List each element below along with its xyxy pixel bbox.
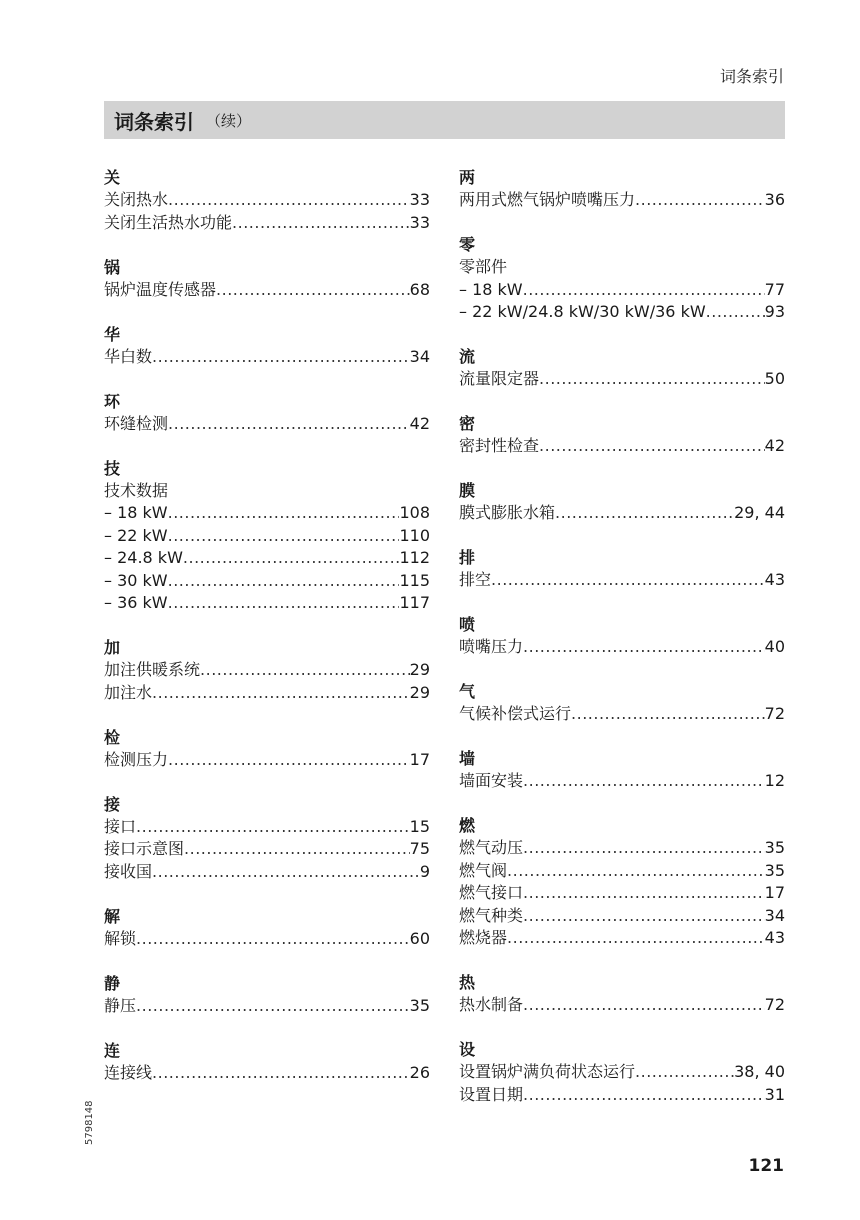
index-entry-page: 29 — [409, 660, 430, 679]
index-group — [104, 1039, 430, 1085]
index-entry-page: 17 — [409, 749, 430, 769]
dot-leader — [491, 569, 765, 592]
dot-leader — [232, 212, 410, 235]
dot-leader — [152, 682, 410, 705]
index-group — [104, 323, 430, 369]
index-entry-page: 68 — [409, 279, 430, 299]
index-group-heading: 华 — [104, 324, 121, 344]
index-group-heading: 技 — [104, 458, 121, 478]
section-title-continued: （续） — [206, 111, 252, 130]
index-entry-page: 12 — [764, 771, 785, 790]
dot-leader — [523, 837, 765, 860]
index-entry — [104, 749, 430, 772]
index-entry — [459, 837, 785, 860]
index-entry-term: – 36 kW — [104, 593, 168, 612]
index-entry — [104, 525, 430, 548]
index-entry-term: 关闭生活热水功能 — [104, 212, 233, 232]
index-entry-term: 燃烧器 — [459, 928, 508, 947]
index-entry — [459, 636, 785, 659]
index-entry — [104, 547, 430, 570]
dot-leader — [523, 279, 765, 302]
index-group — [459, 166, 785, 212]
index-entry — [104, 838, 430, 861]
index-entry — [104, 413, 430, 436]
dot-leader — [152, 1062, 410, 1085]
index-group-heading: 检 — [104, 727, 121, 747]
index-entry-page: 72 — [764, 995, 785, 1014]
index-column-left — [104, 166, 430, 1106]
index-entry — [104, 212, 430, 235]
index-group-heading: 设 — [459, 1040, 476, 1059]
index-group-heading: 接 — [104, 794, 121, 814]
index-entry-page: 17 — [764, 883, 785, 902]
dot-leader — [523, 882, 765, 905]
index-group-heading: 流 — [459, 347, 476, 366]
dot-leader — [523, 770, 765, 793]
index-entry-page: 75 — [409, 839, 430, 858]
dot-leader — [571, 703, 765, 726]
index-group-heading: 密 — [459, 414, 476, 433]
index-entry-term: – 18 kW — [104, 503, 168, 522]
section-title-bar — [104, 101, 785, 139]
index-entry-term: 环缝检测 — [104, 413, 169, 433]
index-group — [459, 1038, 785, 1106]
index-group — [459, 546, 785, 592]
index-entry — [104, 279, 430, 302]
index-entry-term: 关闭热水 — [104, 190, 169, 209]
index-group — [459, 479, 785, 525]
index-entry — [104, 480, 430, 503]
dot-leader — [523, 1084, 765, 1107]
index-column-right — [459, 166, 785, 1128]
index-entry-term: 接口示意图 — [104, 839, 185, 858]
dot-leader — [152, 861, 420, 884]
dot-leader — [168, 189, 410, 212]
index-entry-page: 72 — [764, 704, 785, 723]
index-entry-page: 43 — [764, 928, 785, 947]
index-entry — [459, 435, 785, 458]
dot-leader — [184, 838, 410, 861]
index-entry — [104, 592, 430, 615]
index-entry — [459, 301, 785, 324]
index-group — [104, 905, 430, 951]
dot-leader — [136, 995, 410, 1018]
index-entry-page: 108 — [399, 503, 430, 522]
index-group-heading: 排 — [459, 548, 476, 567]
index-entry-page: 35 — [764, 838, 785, 857]
index-entry — [459, 1061, 785, 1084]
index-group-heading: 两 — [459, 168, 476, 187]
index-entry-page: 29 — [409, 682, 430, 702]
dot-leader — [136, 816, 410, 839]
dot-leader — [523, 636, 765, 659]
index-group-heading: 墙 — [459, 749, 476, 768]
page-number: 121 — [748, 1156, 784, 1176]
index-group-heading: 膜 — [459, 481, 476, 500]
index-group — [459, 971, 785, 1017]
index-entry-term: 气候补偿式运行 — [459, 704, 572, 723]
index-group — [459, 412, 785, 458]
index-entry-term: – 18 kW — [459, 279, 523, 299]
index-entry-term: 华白数 — [104, 346, 153, 366]
index-entry-term: 接收国 — [104, 861, 153, 881]
index-entry-page: 38, 40 — [734, 1062, 785, 1081]
index-entry-page: 33 — [409, 212, 430, 232]
index-entry-term: 密封性检查 — [459, 436, 540, 455]
index-entry — [459, 994, 785, 1017]
index-group — [459, 613, 785, 659]
index-entry-term: – 22 kW/24.8 kW/30 kW/36 kW — [459, 302, 706, 321]
index-entry — [104, 816, 430, 839]
index-entry-term: 排空 — [459, 570, 492, 589]
index-group-heading: 锅 — [104, 257, 121, 277]
index-group-heading: 解 — [104, 906, 121, 926]
index-entry-page: 115 — [399, 570, 430, 590]
index-group — [104, 726, 430, 772]
dot-leader — [168, 592, 400, 615]
index-entry-page: 34 — [764, 905, 785, 925]
dot-leader — [136, 928, 410, 951]
index-group — [104, 793, 430, 884]
dot-leader — [216, 279, 410, 302]
index-entry-term: 燃气种类 — [459, 905, 524, 925]
index-group — [104, 256, 430, 302]
index-entry — [459, 189, 785, 212]
index-entry — [459, 905, 785, 928]
index-entry-page: 35 — [409, 995, 430, 1015]
index-entry — [104, 570, 430, 593]
index-entry — [459, 860, 785, 883]
index-entry-page: 77 — [764, 279, 785, 299]
index-group — [104, 390, 430, 436]
index-group-heading: 喷 — [459, 615, 476, 634]
index-entry — [104, 928, 430, 951]
index-entry-term: 膜式膨胀水箱 — [459, 503, 556, 522]
index-group — [104, 166, 430, 234]
index-entry-page: 35 — [764, 860, 785, 880]
index-group — [459, 345, 785, 391]
index-entry — [459, 569, 785, 592]
index-entry-page: 29, 44 — [734, 503, 785, 522]
index-entry-term: 连接线 — [104, 1062, 153, 1082]
index-group-heading: 静 — [104, 973, 121, 993]
index-entry-term: 加注供暖系统 — [104, 660, 201, 679]
index-entry-term: 两用式燃气锅炉喷嘴压力 — [459, 190, 636, 209]
index-group-heading: 关 — [104, 168, 121, 187]
index-entry-term: – 24.8 kW — [104, 548, 183, 567]
index-entry — [459, 770, 785, 793]
index-entry-page: 50 — [764, 369, 785, 388]
dot-leader — [200, 659, 410, 682]
index-entry-page: 26 — [409, 1062, 430, 1082]
dot-leader — [635, 189, 765, 212]
index-group — [459, 680, 785, 726]
dot-leader — [152, 346, 410, 369]
index-group-heading: 加 — [104, 638, 121, 657]
dot-leader — [507, 860, 765, 883]
index-entry-page: 40 — [764, 637, 785, 656]
dot-leader — [555, 502, 734, 525]
index-entry-page: 117 — [399, 593, 430, 612]
dot-leader — [183, 547, 400, 570]
dot-leader — [507, 927, 765, 950]
index-entry — [104, 861, 430, 884]
index-entry — [104, 502, 430, 525]
index-group-heading: 燃 — [459, 816, 476, 835]
index-group-heading: 热 — [459, 973, 476, 992]
index-entry-term: 热水制备 — [459, 995, 524, 1014]
index-entry-page: 34 — [409, 346, 430, 366]
index-entry-page: 36 — [764, 190, 785, 209]
index-entry — [459, 256, 785, 279]
dot-leader — [635, 1061, 734, 1084]
index-entry — [459, 1084, 785, 1107]
index-entry-page: 112 — [399, 548, 430, 567]
index-entry-term: 解锁 — [104, 928, 137, 948]
dot-leader — [539, 435, 765, 458]
index-entry-term: 技术数据 — [104, 480, 169, 500]
dot-leader — [539, 368, 765, 391]
running-header: 词条索引 — [719, 67, 784, 86]
index-entry — [104, 682, 430, 705]
index-entry-term: 零部件 — [459, 257, 508, 276]
index-entry-term: 流量限定器 — [459, 369, 540, 388]
dot-leader — [706, 301, 765, 324]
index-entry-page: 9 — [419, 861, 430, 881]
index-entry-page: 15 — [409, 816, 430, 836]
index-entry — [459, 882, 785, 905]
dot-leader — [168, 749, 410, 772]
index-entry — [104, 346, 430, 369]
index-group — [104, 457, 430, 615]
index-entry-term: 加注水 — [104, 682, 153, 702]
index-entry-term: 喷嘴压力 — [459, 637, 524, 656]
index-entry-page: 60 — [409, 928, 430, 948]
index-entry-term: 墙面安装 — [459, 771, 524, 790]
index-entry-page: 42 — [764, 436, 785, 455]
dot-leader — [168, 502, 400, 525]
index-entry — [104, 1062, 430, 1085]
index-entry-page: 42 — [409, 413, 430, 433]
index-group-heading: 连 — [104, 1040, 121, 1060]
index-entry-term: 燃气阀 — [459, 860, 508, 880]
index-entry-page: 31 — [764, 1084, 785, 1104]
section-title: 词条索引 — [114, 109, 194, 134]
index-entry-term: – 30 kW — [104, 570, 168, 590]
dot-leader — [523, 905, 765, 928]
index-entry — [104, 189, 430, 212]
index-entry-term: 燃气动压 — [459, 838, 524, 857]
index-group — [104, 972, 430, 1018]
index-group-heading: 零 — [459, 235, 476, 254]
index-entry-term: – 22 kW — [104, 525, 168, 545]
index-entry-term: 锅炉温度传感器 — [104, 279, 217, 299]
index-entry-page: 33 — [409, 190, 430, 209]
index-entry — [459, 368, 785, 391]
index-entry — [459, 927, 785, 950]
index-entry — [459, 502, 785, 525]
index-entry — [459, 703, 785, 726]
index-entry — [104, 995, 430, 1018]
index-entry-term: 静压 — [104, 995, 137, 1015]
index-entry-page: 93 — [764, 302, 785, 321]
dot-leader — [168, 413, 410, 436]
index-entry-term: 接口 — [104, 816, 137, 836]
index-entry-page: 43 — [764, 570, 785, 589]
dot-leader — [168, 525, 400, 548]
dot-leader — [523, 994, 765, 1017]
index-group — [459, 814, 785, 950]
index-group — [459, 747, 785, 793]
index-entry-term: 检测压力 — [104, 749, 169, 769]
dot-leader — [168, 570, 400, 593]
index-group-heading: 气 — [459, 682, 476, 701]
index-entry-page: 110 — [399, 525, 430, 545]
index-group — [104, 636, 430, 704]
index-entry — [104, 659, 430, 682]
document-code: 5798148 — [84, 1100, 95, 1145]
index-group-heading: 环 — [104, 391, 121, 411]
index-entry-term: 燃气接口 — [459, 883, 524, 902]
index-group — [459, 233, 785, 324]
index-entry-term: 设置日期 — [459, 1084, 524, 1104]
index-entry — [459, 279, 785, 302]
index-entry-term: 设置锅炉满负荷状态运行 — [459, 1062, 636, 1081]
